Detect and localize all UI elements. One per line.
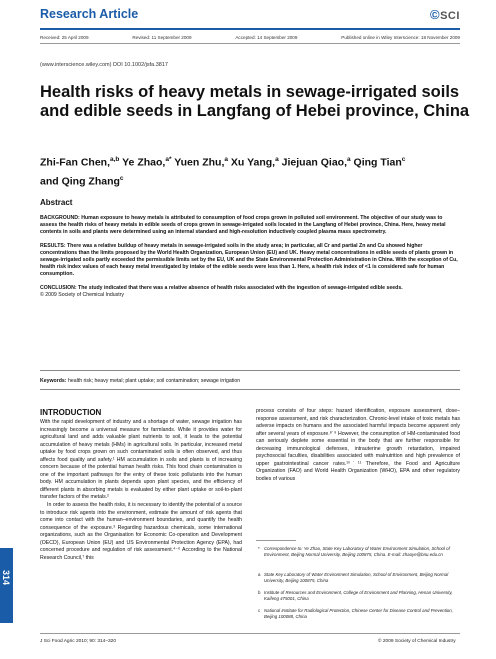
- abstract-heading: Abstract: [40, 198, 73, 207]
- received-date: Received: 25 April 2009: [40, 35, 89, 40]
- footnote-mark: *: [258, 546, 260, 551]
- author-affiliation: a: [224, 156, 229, 163]
- footnote-mark: c: [258, 608, 261, 613]
- keywords-label: Keywords:: [40, 378, 67, 384]
- journal-citation: J Sci Food Agric 2010; 90: 314–320: [40, 639, 117, 644]
- keywords-text: health risk; heavy metal; plant uptake; soil contamination; sewage irrigation: [66, 378, 241, 384]
- introduction-heading: INTRODUCTION: [40, 408, 102, 417]
- author-list: [40, 152, 470, 189]
- footnote-text: Institute of Resources and Environment, College of Environment and Planning, Henan University, Kaifeng 475001, China: [264, 590, 453, 602]
- footnote-affiliation-b: [256, 590, 460, 602]
- author: Zhi-Fan Chen,: [40, 156, 110, 169]
- intro-paragraph-1: With the rapid development of industry and a shortage of water, sewage irrigation has increasingly become a universal measure for farmlands. While it provides water for agricultural land and adds valuable plant nutrients to soil, it leads to the potential accumulation of heavy metals (HMs) in agricultural soils. In particular, increased metal uptake by food crops grown on such contaminated soils is often observed, and thus affects food quality and safety.¹ HM accumulation in soils and plants is of increasing concern because of the potential human health risks. This food chain contamination is one of the important pathways for the entry of these toxic pollutants into the human body. HM accumulation in plants depends upon plant species, and the efficiency of different plants in absorbing metals is evaluated by either plant uptake or soil-to-plant transfer factors of the metals.²: [40, 419, 242, 501]
- abstract-conclusion-text: The study indicated that there was a relative absence of health risks associated with the ingestion of sewage-irrigated edible seeds.: [76, 284, 403, 291]
- abstract-background-label: BACKGROUND:: [40, 215, 80, 221]
- footnote-rule: [256, 540, 296, 541]
- published-date: Published online in Wiley Interscience: 18 November 2009: [341, 35, 460, 40]
- author-affiliation: a: [275, 156, 279, 163]
- author: Jiejuan Qiao,: [278, 156, 347, 169]
- page-number-bar: [0, 548, 13, 623]
- abstract-background-text: Human exposure to heavy metals is attributed to consumption of food crops grown in polluted soil environment. The objective of our study was to assess the health risks of heavy metals in edible seeds of crops grown in sewage-irrigated soils located in the Langfang of Hebei province, China. Here, heavy metal contents in soils and plants were determined using an internal standard and high-resolution inductively coupled plasma mass spectrometry.: [40, 215, 446, 236]
- introduction-column-2: process consists of four steps: hazard identification, exposure assessment, dose–response assessment, and risk characterization. Chronic-level intake of toxic metals has adverse impacts on humans and the associated harmful impacts become apparent only after several years of exposure.⁸˙⁹ However, the consumption of HM-contaminated food can seriously deplete some essential in the body that are further responsible for decreasing immunological defenses, intrauterine growth retardation, impaired psychosocial faculties, disabilities associated with malnutrition and high prevalence of upper gastrointestinal cancer rates.¹⁰˙¹¹ Therefore, the Food and Agriculture Organization (FAO) and World Health Organization (WHO), EPA and other regulatory bodies of various: [256, 408, 460, 482]
- article-title: Health risks of heavy metals in sewage-irrigated soils and edible seeds in Langfang of Hebei province, China: [40, 83, 470, 120]
- author-affiliation: c: [119, 174, 124, 182]
- footnote-text: National Institute for Radiological Protection, Chinese Center for Disease Control and Prevention, Beijing 100088, China: [264, 608, 453, 620]
- author-affiliation: a: [347, 156, 351, 163]
- footnote-text: Correspondence to: Ye Zhao, State Key Laboratory of Water Environment Simulation, School of Environment, Beijing Normal University, Beijing 100875, China. E-mail: zhaoye@bnu.edu.cn: [264, 546, 450, 558]
- introduction-column-1: [40, 419, 242, 562]
- abstract-conclusion: [40, 285, 460, 299]
- header-rule: [40, 28, 460, 30]
- keywords-rule-bottom: [40, 389, 460, 390]
- accepted-date: Accepted: 14 September 2009: [235, 35, 298, 40]
- author: and Qing Zhang: [40, 175, 120, 187]
- abstract-results: [40, 243, 460, 279]
- author: Yuen Zhu,: [171, 156, 225, 169]
- author: Ye Zhao,: [119, 156, 166, 169]
- abstract-results-text: There was a relative buildup of heavy metals in sewage-irrigated soils in the study area; in particular, all Cr and partial Zn and Cu showed higher concentrations than the limits proposed by the World Health Organization, European Union (EU) and UK. Heavy metal concentrations in edible seeds of plants grown in sewage-irrigated soils partly exceeded the permissible limits set by the EU, UK and the State Environmental Protection Administration in China. With the exception of Cu, health risk index values of each heavy metal investigated by intake of the edible seeds were less than 1. Here, a health risk index of <1 is considered safe for human consumption.: [40, 242, 458, 278]
- intro-paragraph-2: In order to assess the health risks, it is necessary to identify the potential of a source to introduce risk agents into the environment, estimate the amount of risk agents that come into contact with the human–environment boundaries, and quantify the health consequence of the exposure.³ Regarding hazardous chemicals, some international organizations, such as the Organisation for Economic Co-operation and Development (OECD), European Union (EU) and US Environmental Protection Agency (EPA), had concerned procedure and regulation of risk assessment.⁴⁻⁶ According to the National Research Council,⁷ this: [40, 502, 242, 561]
- abstract-copyright: © 2009 Society of Chemical Industry: [40, 291, 124, 298]
- footnote-correspondence: [256, 546, 460, 558]
- author: Xu Yang,: [228, 156, 276, 169]
- author-affiliation: a,b: [110, 156, 120, 163]
- keywords: [40, 378, 240, 384]
- footer-copyright: © 2009 Society of Chemical Industry: [378, 639, 456, 644]
- sci-logo: [430, 7, 460, 22]
- footnote-affiliation-c: [256, 608, 460, 620]
- footnote-mark: b: [258, 590, 261, 595]
- page-number: 314: [1, 570, 11, 586]
- section-label: Research Article: [40, 7, 139, 21]
- abstract-results-label: RESULTS:: [40, 242, 66, 249]
- sci-logo-text: SCI: [440, 10, 460, 22]
- footer-rule: [40, 633, 460, 634]
- doi-link[interactable]: (www.interscience.wiley.com) DOI 10.1002/jsfa.3817: [40, 62, 168, 68]
- footnote-affiliation-a: [256, 572, 460, 584]
- dates-rule: [40, 43, 460, 44]
- author-affiliation: a*: [165, 156, 172, 163]
- author: Qing Tian: [350, 156, 402, 169]
- abstract-conclusion-label: CONCLUSION:: [40, 284, 77, 291]
- article-dates: [40, 35, 460, 40]
- sci-logo-mark: ©: [430, 7, 441, 22]
- abstract-background: [40, 215, 460, 237]
- revised-date: Revised: 11 September 2009: [132, 35, 192, 40]
- abstract-body: [40, 215, 460, 299]
- footnote-text: State Key Laboratory of Water Environment Simulation, School of Environment, Beijing Normal University, Beijing 100875, China: [264, 572, 449, 584]
- footnote-mark: a: [258, 572, 261, 577]
- author-affiliation: c: [401, 156, 406, 163]
- keywords-rule-top: [40, 370, 460, 371]
